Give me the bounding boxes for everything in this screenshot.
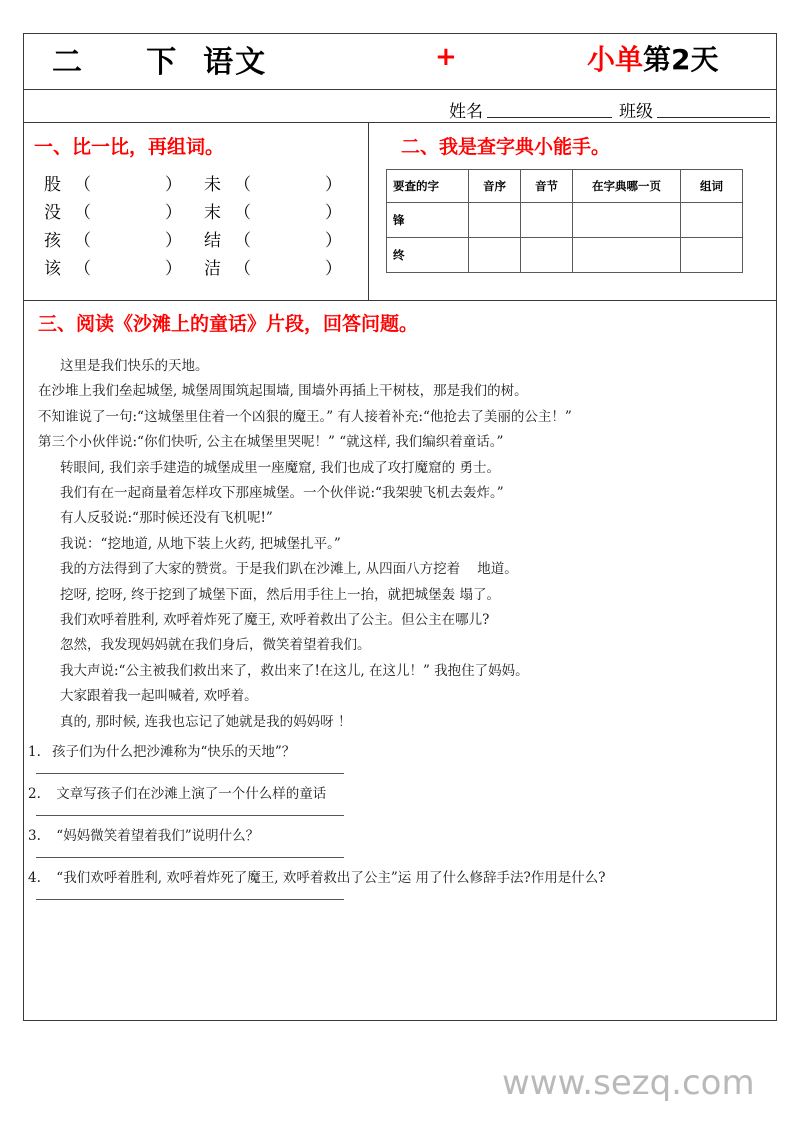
cell-char: 锋 [387,203,469,238]
word-pair-left [44,198,204,223]
passage-line: 我们欢呼着胜利, 欢呼着炸死了魔王, 欢呼着救出了公主。但公主在哪儿? [60,612,490,629]
passage-line: 有人反驳说:“那时候还没有飞机呢!” [60,510,273,527]
word-pair-right [204,254,342,279]
question-text-wrap [28,867,768,889]
worksheet-header [24,34,776,90]
passage-line: 第三个小伙伴说:“你们快听, 公主在城堡里哭呢！” “就这样, 我们编织着童话。” [38,434,504,451]
paren-open: （ [234,202,251,223]
section-one-title: 一、比一比，再组词。 [34,136,225,158]
passage-line: 这里是我们快乐的天地。 [60,358,209,374]
dictionary-table [386,169,743,273]
word-pair-left [44,226,204,251]
question-number: 1. [28,744,41,761]
answer-line[interactable] [36,899,344,900]
word-char: 末 [204,202,221,223]
cell-word[interactable] [681,203,743,238]
paren-close: ） [325,258,342,279]
class-input-line[interactable] [657,117,770,118]
question-number: 4. [28,870,41,887]
cell-page[interactable] [573,238,681,273]
word-char: 未 [204,174,221,195]
question-body: “我们欢呼着胜利, 欢呼着炸死了魔王, 欢呼着救出了公主”运 用了什么修辞手法?作用是什么? [52,870,606,887]
word-char: 结 [204,230,221,251]
word-pair-row [44,196,364,224]
worksheet-table [23,33,777,1021]
paren-close: ） [325,230,342,251]
answer-line[interactable] [36,857,344,858]
name-label: 姓名 [449,102,483,122]
paren-open: （ [74,230,91,251]
header-right-label [587,38,719,78]
col-header-word: 组词 [681,170,743,203]
word-pair-row [44,252,364,280]
cell-word[interactable] [681,238,743,273]
word-pair-right [204,198,342,223]
section-two [369,123,776,300]
page-title: 二 下 语文 [52,45,268,80]
paren-open: （ [234,230,251,251]
word-pair-row [44,168,364,196]
passage-line: 我的方法得到了大家的赞赏。于是我们趴在沙滩上, 从四面八方挖着 地道。 [60,561,518,578]
word-pair-left [44,254,204,279]
passage-line: 我说：“挖地道, 从地下装上火药, 把城堡扎平。” [60,535,341,552]
paren-open: （ [234,174,251,195]
table-header-row [387,170,743,203]
paren-open: （ [74,174,91,195]
col-header-page: 在字典哪一页 [573,170,681,203]
word-pair-row [44,224,364,252]
col-header-yinjie: 音节 [521,170,573,203]
word-pairs-list [44,168,364,280]
cell-yinxu[interactable] [469,203,521,238]
cell-yinxu[interactable] [469,238,521,273]
word-pair-right [204,170,342,195]
paren-open: （ [74,258,91,279]
question-item [28,825,768,858]
cell-char: 终 [387,238,469,273]
col-header-char: 要查的字 [387,170,469,203]
table-row [387,203,743,238]
passage-line: 转眼间, 我们亲手建造的城堡成里一座魔窟, 我们也成了攻打魔窟的 勇士。 [60,459,500,476]
question-item [28,867,768,900]
name-input-line[interactable] [487,117,612,118]
passage-line: 大家跟着我一起叫喊着, 欢呼着。 [60,688,258,705]
col-header-yinxu: 音序 [469,170,521,203]
passage-line: 真的, 那时候, 连我也忘记了她就是我的妈妈呀 ！ [60,713,352,730]
question-item [28,783,768,816]
question-body: 文章写孩子们在沙滩上演了一个什么样的童话 [52,786,327,803]
passage-line: 在沙堆上我们垒起城堡, 城堡周围筑起围墙, 围墙外再插上干树枝，那是我们的树。 [38,383,528,400]
paren-close: ） [325,174,342,195]
watermark: www.sezq.com [502,1063,755,1103]
cell-yinjie[interactable] [521,203,573,238]
section-three [24,301,776,900]
question-number: 3. [28,828,41,845]
word-char: 洁 [204,258,221,279]
passage-line: 我们有在一起商量着怎样攻下那座城堡。一个伙伴说:“我架驶飞机去轰炸。” [60,485,504,502]
class-label: 班级 [619,102,653,122]
question-body: “妈妈微笑着望着我们”说明什么？ [52,828,260,845]
paren-open: （ [74,202,91,223]
exercise-band [24,123,776,301]
paren-close: ） [165,258,182,279]
passage-line: 忽然，我发现妈妈就在我们身后，微笑着望着我们。 [60,637,371,654]
paren-close: ） [165,230,182,251]
cell-yinjie[interactable] [521,238,573,273]
word-pair-left [44,170,204,195]
section-two-title: 二、我是查字典小能手。 [401,136,611,158]
word-char: 股 [44,174,61,195]
reading-passage [24,354,776,735]
question-text-wrap [28,783,768,805]
section-one [24,123,369,300]
student-info-bar [24,90,776,123]
answer-line[interactable] [36,773,344,774]
paren-open: （ [234,258,251,279]
question-item [28,741,768,774]
answer-line[interactable] [36,815,344,816]
question-number: 2. [28,786,41,803]
passage-line: 我大声说:“公主被我们救出来了，救出来了!在这儿, 在这儿！” 我抱住了妈妈。 [60,662,529,679]
word-char: 该 [44,258,61,279]
question-text-wrap [28,825,768,847]
word-char: 没 [44,202,61,223]
plus-symbol: + [435,42,457,72]
section-three-title: 三、阅读《沙滩上的童话》片段，回答问题。 [38,313,419,335]
paren-close: ） [165,174,182,195]
question-list [24,741,776,900]
passage-line: 挖呀, 挖呀, 终于挖到了城堡下面，然后用手往上一抬，就把城堡轰 塌了。 [60,586,500,603]
question-text-wrap [28,741,768,763]
paren-close: ） [165,202,182,223]
word-pair-right [204,226,342,251]
word-char: 孩 [44,230,61,251]
header-brand-text: 小单 [587,43,644,76]
passage-line: 不知谁说了一句:“这城堡里住着一个凶狠的魔王。” 有人接着补充:“他抢去了美丽的公主！” [38,408,572,425]
header-day-text: 第2天 [643,43,719,76]
table-row [387,238,743,273]
question-body: 孩子们为什么把沙滩称为“快乐的天地”？ [52,744,296,761]
paren-close: ） [325,202,342,223]
cell-page[interactable] [573,203,681,238]
